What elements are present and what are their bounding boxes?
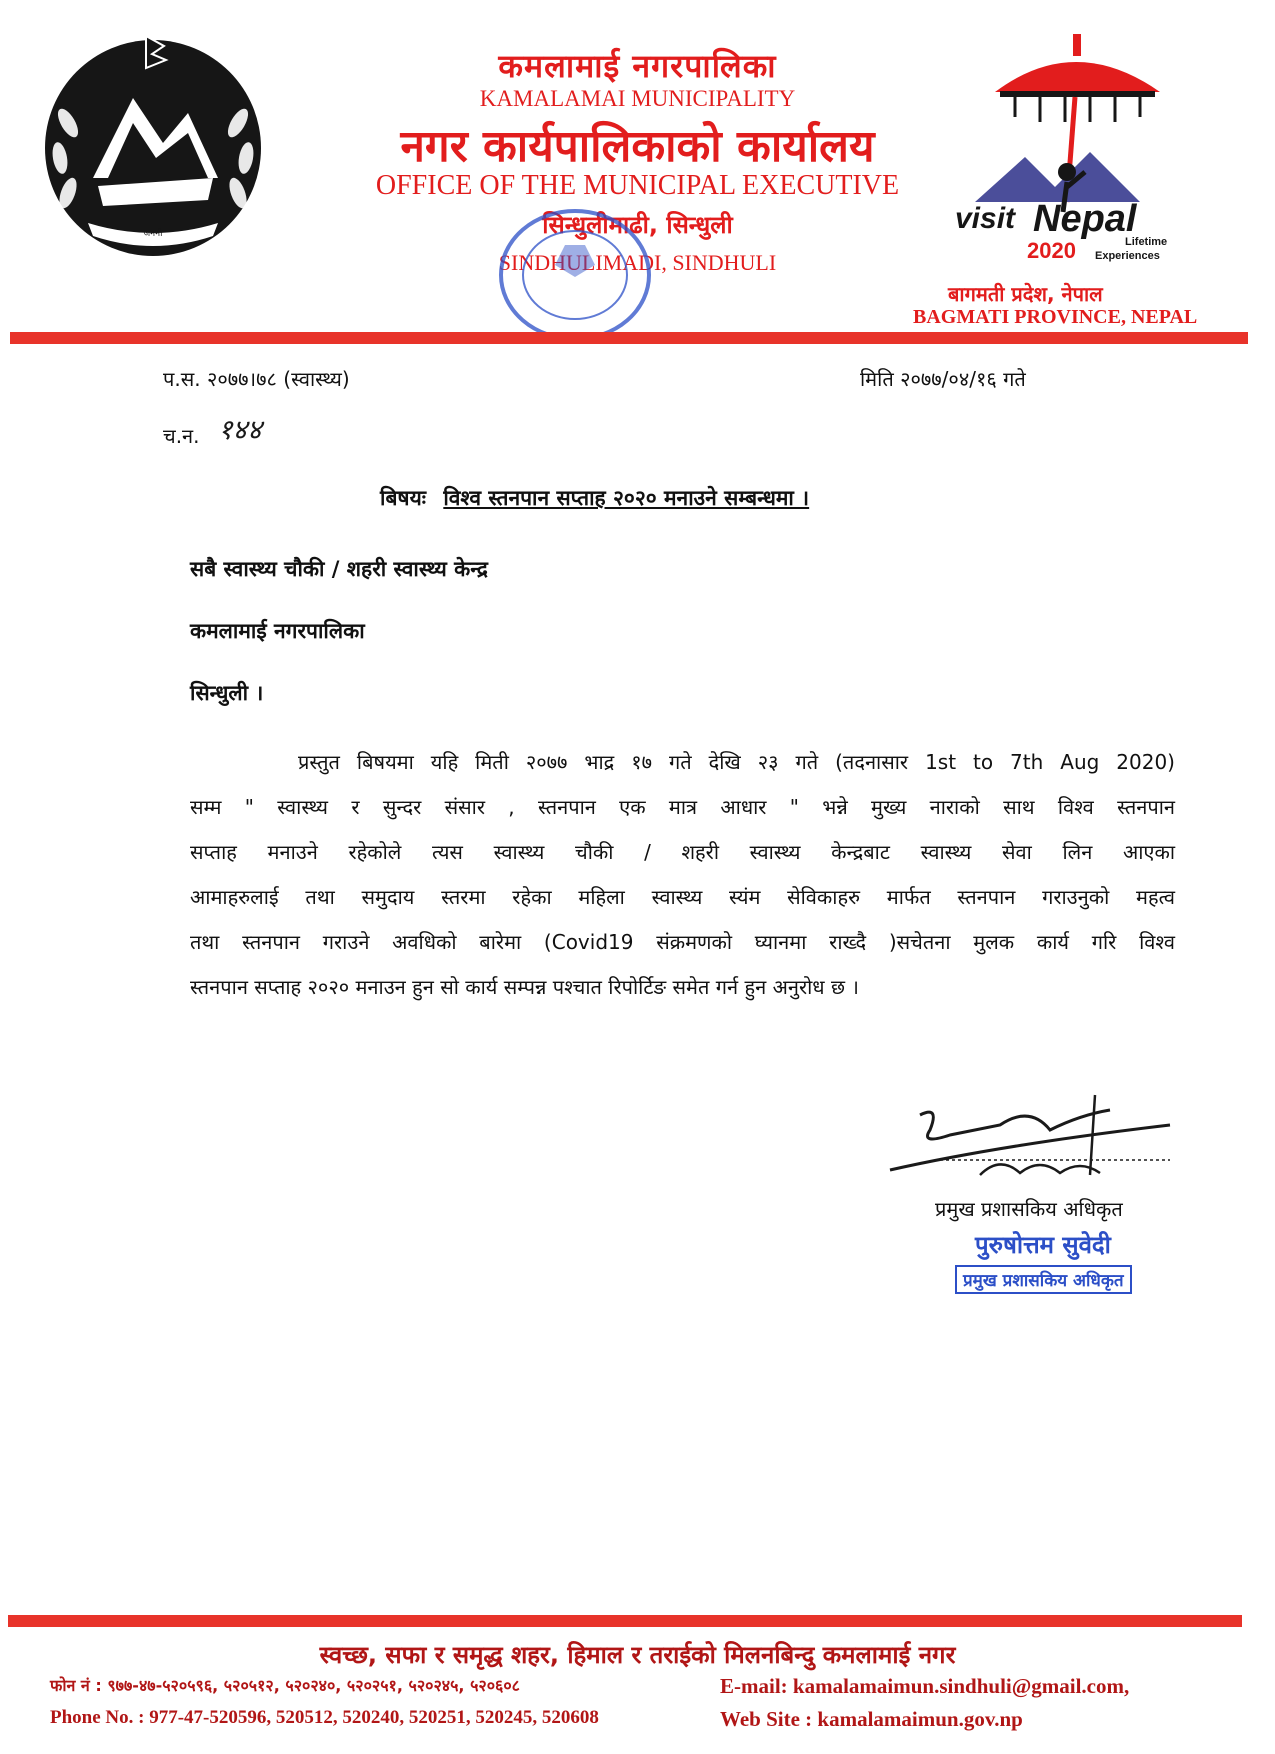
addressee-line-3: सिन्धुली ।: [190, 681, 264, 705]
location-nepali: सिन्धुलीमाढी, सिन्धुली: [542, 211, 733, 239]
subject-text: विश्व स्तनपान सप्ताह २०२० मनाउने सम्बन्धमा ।: [443, 486, 810, 510]
body-line: प्रस्तुत बिषयमा यहि मिती २०७७ भाद्र १७ गते देखि २३ गते (तदनासार 1st to 7th Aug 2020): [298, 750, 1175, 774]
visit-nepal-logo-icon: [955, 22, 1205, 272]
body-line: स्तनपान सप्ताह २०२० मनाउन हुन सो कार्य सम्पन्न पश्चात रिपोर्टिङ समेत गर्न हुन अनुरोध छ ।: [190, 975, 859, 999]
logo-nepal-text: Nepal: [1033, 198, 1137, 240]
subject-line: [380, 484, 809, 512]
signatory-title: प्रमुख प्रशासकिय अधिकृत: [935, 1197, 1123, 1221]
addressee-line-1: सबै स्वास्थ्य चौकी / शहरी स्वास्थ्य केन्द्र: [190, 557, 488, 581]
reference-number: प.स. २०७७।७८ (स्वास्थ्य): [163, 367, 350, 391]
office-stamp-icon: [495, 205, 655, 345]
footer-slogan: स्वच्छ, सफा र समृद्ध शहर, हिमाल र तराईको मिलनबिन्दु कमलामाई नगर: [319, 1641, 956, 1669]
office-name-english: OFFICE OF THE MUNICIPAL EXECUTIVE: [375, 170, 900, 201]
municipality-name-nepali: कमलामाई नगरपालिका: [498, 47, 777, 85]
signature-icon: [880, 1085, 1180, 1195]
body-line: तथा स्तनपान गराउने अवधिको बारेमा (Covid19 संक्रमणको घ्यानमा राख्दै )सचेतना मुलक कार्य गरि विश्व: [190, 930, 1175, 954]
header-divider: [10, 332, 1248, 344]
logo-tag-lifetime: Lifetime: [1125, 236, 1168, 248]
province-english: BAGMATI PROVINCE, NEPAL: [913, 306, 1198, 328]
location-english: SINDHULIMADI, SINDHULI: [498, 250, 777, 275]
chalani-label: च.न.: [163, 424, 200, 448]
footer-divider: [8, 1615, 1242, 1627]
letter-date: मिति २०७७/०४/१६ गते: [860, 367, 1026, 391]
signatory-stamp-name: पुरुषोत्तम सुवेदी: [975, 1231, 1111, 1259]
office-name-nepali: नगर कार्यपालिकाको कार्यालय: [400, 121, 875, 172]
footer-phone-english: Phone No. : 977-47-520596, 520512, 520240, 520251, 520245, 520608: [50, 1707, 599, 1728]
body-line: सम्म " स्वास्थ्य र सुन्दर संसार , स्तनपान एक मात्र आधार " भन्ने मुख्य नाराको साथ विश्व स्तनपान: [190, 795, 1175, 819]
logo-tag-experiences: Experiences: [1095, 250, 1160, 262]
footer-email: E-mail: kamalamaimun.sindhuli@gmail.com,: [720, 1674, 1130, 1698]
signatory-stamp-title: प्रमुख प्रशासकिय अधिकृत: [955, 1265, 1132, 1294]
letter-body: [190, 740, 1175, 1010]
footer-website: Web Site : kamalamaimun.gov.np: [720, 1707, 1023, 1731]
municipality-name-english: KAMALAMAI MUNICIPALITY: [479, 86, 796, 111]
svg-text:जननी: जननी: [143, 229, 163, 239]
subject-label: बिषयः: [380, 486, 426, 510]
footer-phone-nepali: फोन नं : ९७७-४७-५२०५९६, ५२०५१२, ५२०२४०, ५२०२५१, ५२०२४५, ५२०६०८: [50, 1676, 520, 1695]
body-line: सप्ताह मनाउने रहेकोले त्यस स्वास्थ्य चौकी / शहरी स्वास्थ्य केन्द्रबाट स्वास्थ्य सेवा लिन आएका: [190, 840, 1175, 864]
province-nepali: बागमती प्रदेश, नेपाल: [948, 282, 1103, 306]
addressee-line-2: कमलामाई नगरपालिका: [190, 619, 365, 643]
chalani-number: १४४: [218, 413, 262, 446]
logo-visit-text: visit: [955, 202, 1016, 235]
body-line: आमाहरुलाई तथा समुदाय स्तरमा रहेका महिला स्वास्थ्य स्यंम सेविकाहरु मार्फत स्तनपान गराउनुको महत्व: [190, 885, 1175, 909]
logo-year-text: 2020: [1027, 238, 1076, 263]
